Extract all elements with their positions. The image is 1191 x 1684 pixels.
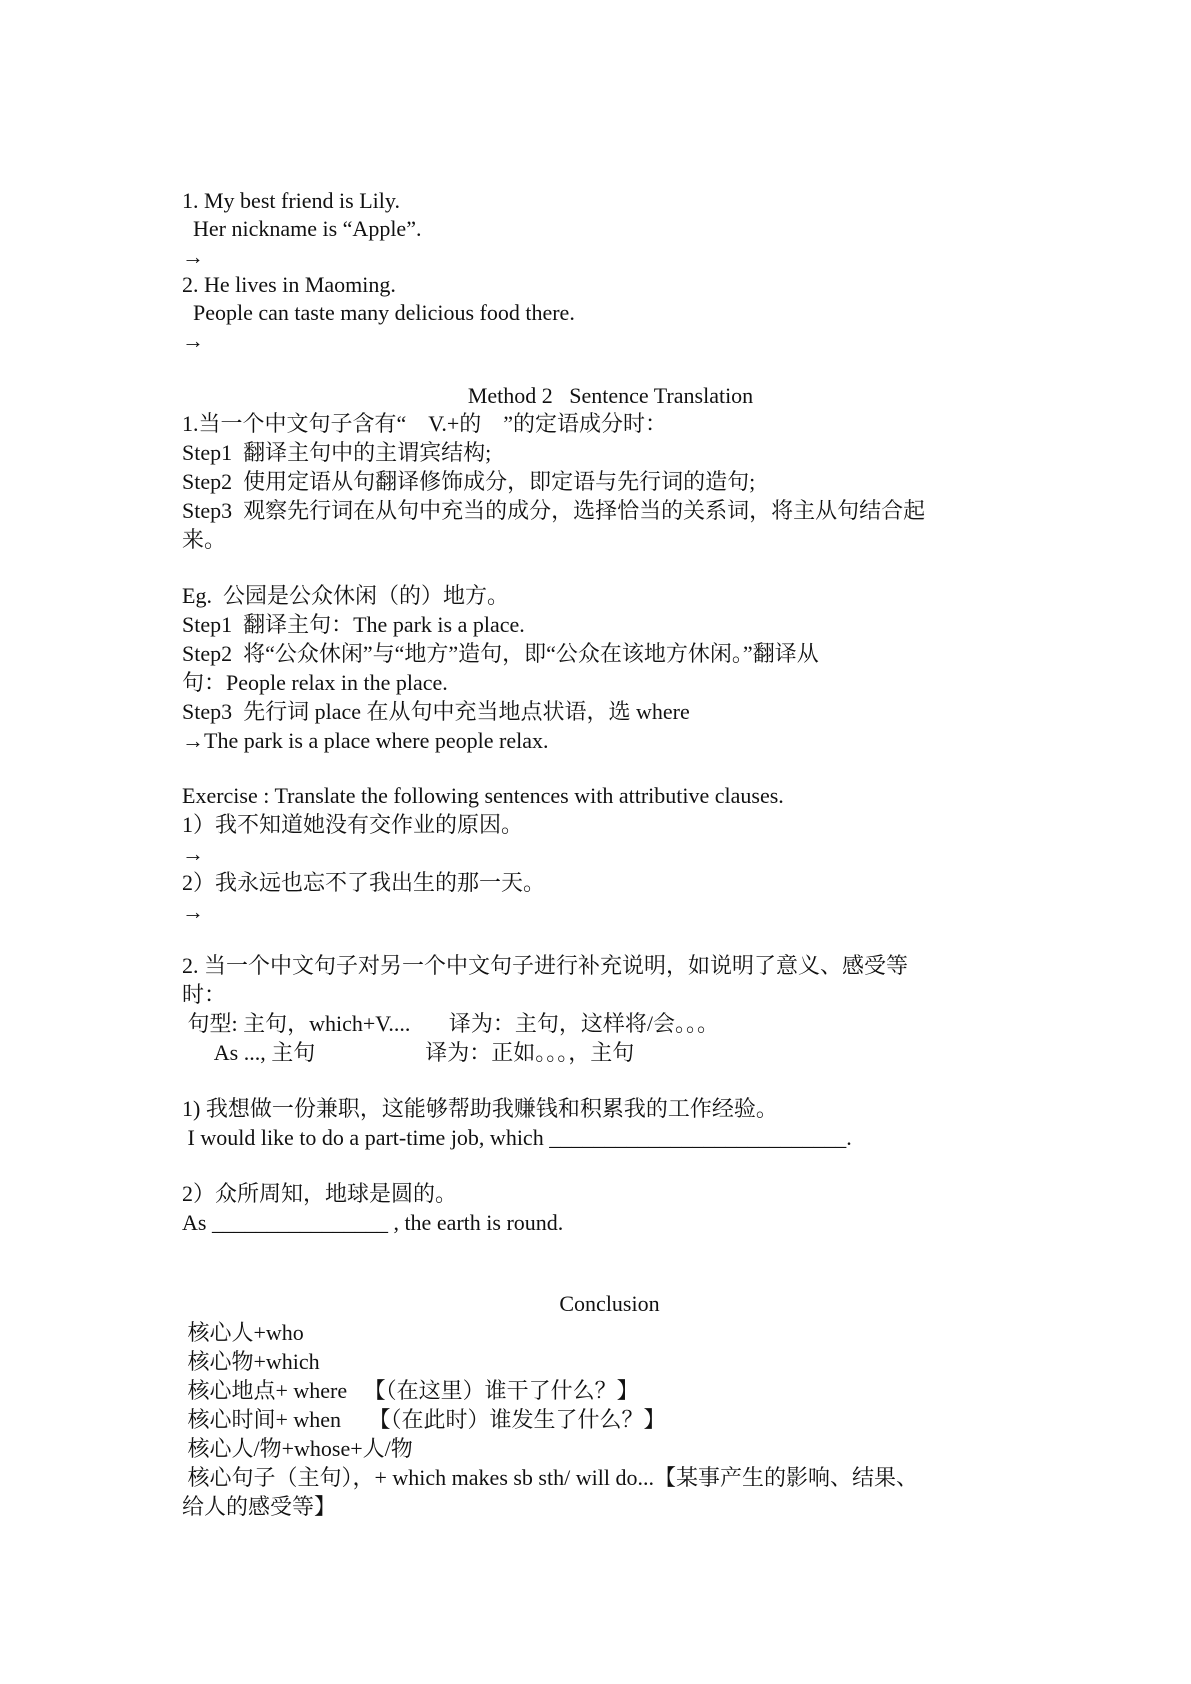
text-line: 核心地点+ where 【（在这里）谁干了什么？】	[182, 1378, 639, 1403]
arrow-line: →	[182, 899, 204, 924]
fill-blank-line: As ________________ , the earth is round.	[182, 1210, 564, 1235]
text-line: 核心时间+ when 【（在此时）谁发生了什么？】	[182, 1407, 666, 1432]
text-line: Step1 翻译主句：The park is a place.	[182, 612, 525, 637]
section-title: Conclusion	[559, 1291, 660, 1316]
arrow-line: →	[182, 328, 204, 353]
text-line: 核心人/物+whose+人/物	[182, 1436, 413, 1461]
text-line: Eg. 公园是公众休闲（的）地方。	[182, 583, 509, 608]
text-line: 2. 当一个中文句子对另一个中文句子进行补充说明，如说明了意义、感受等	[182, 953, 909, 978]
text-line: 来。	[182, 527, 227, 552]
text-line: 核心句子（主句），+ which makes sb sth/ will do...【某事产生的影响、结果、	[182, 1465, 918, 1490]
fill-blank-line: I would like to do a part-time job, which ___________________________.	[182, 1125, 852, 1150]
text-line: Step2 将“公众休闲”与“地方”造句，即“公众在该地方休闲。”翻译从	[182, 641, 819, 666]
text-line: Step3 先行词 place 在从句中充当地点状语，选 where	[182, 699, 690, 724]
text-line: 核心人+who	[182, 1320, 304, 1345]
text-line: 句：People relax in the place.	[182, 670, 448, 695]
text-line: 1. My best friend is Lily.	[182, 188, 400, 213]
text-line: 句型: 主句，which+V.... 译为：主句，这样将/会。。。	[182, 1011, 719, 1036]
text-line: Step3 观察先行词在从句中充当的成分，选择恰当的关系词，将主从句结合起	[182, 498, 926, 523]
exercise-heading: Exercise : Translate the following sentences with attributive clauses.	[182, 783, 784, 808]
text-line: 给人的感受等】	[182, 1494, 337, 1519]
text-line: 核心物+which	[182, 1349, 320, 1374]
text-line: As ..., 主句 译为：正如。。。，主句	[182, 1040, 635, 1065]
text-line: Step1 翻译主句中的主谓宾结构;	[182, 440, 492, 465]
text-line: 1) 我想做一份兼职，这能够帮助我赚钱和积累我的工作经验。	[182, 1096, 778, 1121]
text-line: →The park is a place where people relax.	[182, 728, 549, 753]
text-line: 1.当一个中文句子含有“ V.+的 ”的定语成分时：	[182, 411, 667, 436]
text-line: 时：	[182, 982, 227, 1007]
text-line: People can taste many delicious food there.	[182, 300, 575, 325]
text-line: 2）我永远也忘不了我出生的那一天。	[182, 870, 546, 895]
text-line: Step2 使用定语从句翻译修饰成分，即定语与先行词的造句;	[182, 469, 756, 494]
section-title: Method 2 Sentence Translation	[467, 383, 754, 408]
text-line: 1）我不知道她没有交作业的原因。	[182, 812, 524, 837]
text-line: 2. He lives in Maoming.	[182, 272, 396, 297]
arrow-line: →	[182, 244, 204, 269]
text-line: 2）众所周知，地球是圆的。	[182, 1181, 458, 1206]
text-line: Her nickname is “Apple”.	[182, 216, 422, 241]
arrow-line: →	[182, 841, 204, 866]
